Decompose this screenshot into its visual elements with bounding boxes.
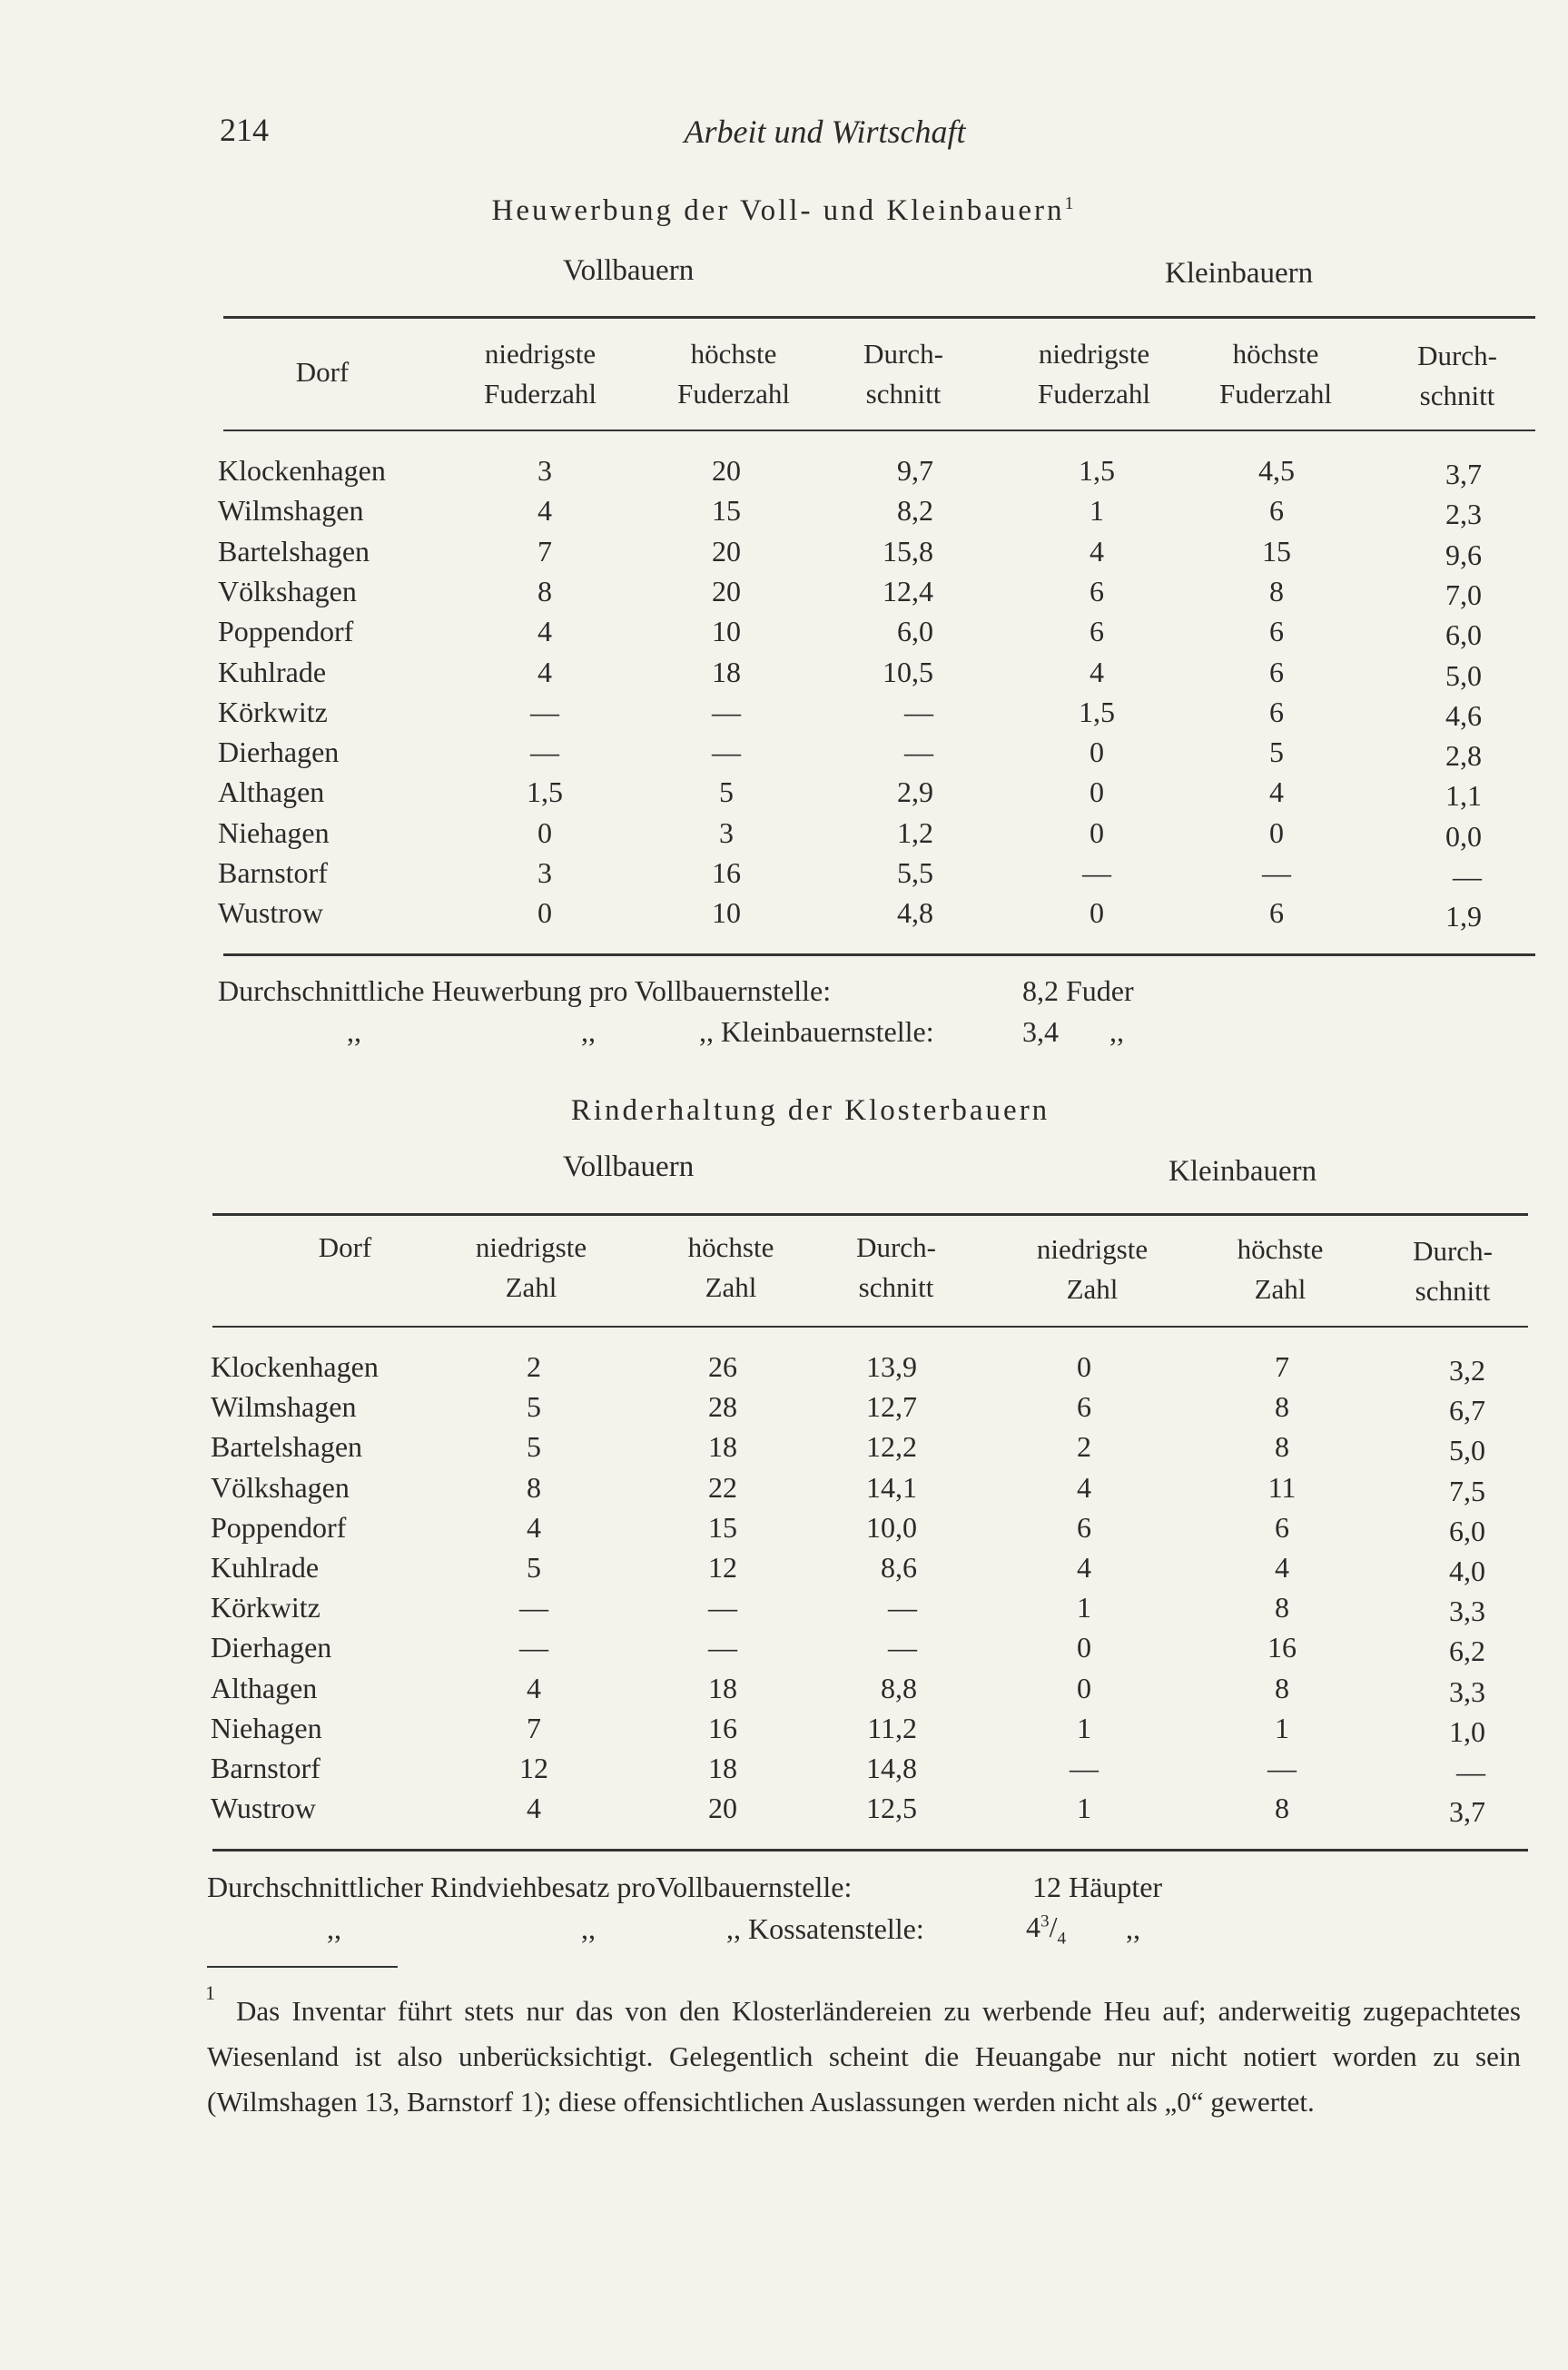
- cell-vmax: 5: [719, 775, 734, 809]
- cell-kmin: 6: [1090, 574, 1104, 607]
- cell-vmin: —: [519, 1631, 548, 1664]
- table1-header-v-avg: Durch- schnitt: [863, 338, 943, 410]
- cell-vmax: —: [712, 695, 741, 728]
- cell-vmax: 10: [712, 615, 741, 648]
- cell-vavg: 14,8: [866, 1752, 917, 1784]
- table1-header-v-min: niedrigste Fuderzahl: [484, 338, 597, 410]
- cell-kmin: 6: [1077, 1510, 1091, 1544]
- cell-kmax: 6: [1275, 1510, 1289, 1544]
- cell-kmax: 8: [1275, 1671, 1289, 1704]
- cell-vmin: 0: [537, 815, 552, 849]
- cell-vavg: 8,6: [881, 1551, 917, 1584]
- cell-vmax: 18: [708, 1752, 737, 1784]
- cell-vmax: 20: [712, 454, 741, 487]
- cell-dorf: Barnstorf: [218, 856, 328, 889]
- table1-summary2-label: ,, Kleinbauernstelle:: [699, 1015, 934, 1048]
- cell-vmax: 12: [708, 1551, 737, 1584]
- table2-bottom-rule: [212, 1849, 1528, 1852]
- cell-kmax: 8: [1275, 1390, 1289, 1424]
- cell-kmax: —: [1267, 1752, 1297, 1784]
- cell-vmax: —: [708, 1591, 737, 1624]
- table1-bottom-rule: [223, 953, 1535, 956]
- cell-dorf: Althagen: [211, 1671, 318, 1704]
- cell-kavg: 6,2: [1449, 1634, 1485, 1668]
- cell-kmax: 4: [1269, 775, 1284, 809]
- table1-header-v-max: höchste Fuderzahl: [677, 338, 790, 410]
- cell-kmin: 1: [1077, 1792, 1091, 1825]
- cell-vmax: —: [712, 736, 741, 769]
- cell-kmax: 4,5: [1258, 454, 1295, 487]
- table1-title-text: Heuwerbung der Voll- und Kleinbauern: [491, 194, 1065, 227]
- cell-vavg: —: [888, 1631, 917, 1664]
- cell-kmax: 8: [1275, 1591, 1289, 1624]
- table2-group-kleinbauern: Kleinbauern: [1169, 1155, 1317, 1188]
- cell-vmax: 20: [708, 1792, 737, 1825]
- cell-vmin: 7: [537, 534, 552, 568]
- table1-header-rule: [223, 430, 1535, 431]
- cell-dorf: Barnstorf: [211, 1752, 321, 1784]
- table2-header-k-max: höchste Zahl: [1237, 1233, 1324, 1305]
- cell-vmin: 3: [537, 856, 552, 889]
- cell-vavg: 11,2: [867, 1711, 917, 1744]
- table1-header-k-avg: Durch- schnitt: [1417, 340, 1497, 411]
- cell-vavg: 10,0: [866, 1510, 917, 1544]
- footnote-marker: 1: [205, 1981, 215, 2004]
- cell-kavg: —: [1453, 860, 1482, 893]
- table2-summary1-label: Durchschnittlicher Rindviehbesatz proVollbauernstelle:: [207, 1871, 853, 1903]
- cell-dorf: Niehagen: [211, 1711, 322, 1744]
- cell-kmin: 0: [1090, 736, 1104, 769]
- cell-vavg: —: [904, 736, 933, 769]
- cell-vavg: 14,1: [866, 1470, 917, 1504]
- cell-dorf: Körkwitz: [218, 695, 328, 728]
- cell-vmax: 10: [712, 896, 741, 930]
- cell-dorf: Wilmshagen: [211, 1390, 357, 1424]
- cell-kmax: 8: [1275, 1792, 1289, 1825]
- table1-top-rule: [223, 316, 1535, 319]
- cell-dorf: Körkwitz: [211, 1591, 321, 1624]
- table2-summary1-value: 12 Häupter: [1032, 1871, 1163, 1903]
- cell-kmax: 6: [1269, 655, 1284, 688]
- cell-kmax: 6: [1269, 896, 1284, 930]
- cell-vavg: 12,5: [866, 1792, 917, 1825]
- cell-kmin: 0: [1090, 896, 1104, 930]
- cell-kavg: —: [1456, 1755, 1485, 1788]
- cell-kavg: 5,0: [1445, 658, 1482, 692]
- cell-vavg: 12,4: [883, 574, 933, 607]
- cell-vmin: 7: [527, 1711, 541, 1744]
- table2-header-v-max: höchste Zahl: [687, 1231, 774, 1303]
- cell-dorf: Dierhagen: [211, 1631, 332, 1664]
- cell-vmin: 8: [527, 1470, 541, 1504]
- cell-vmax: 16: [712, 856, 741, 889]
- cell-dorf: Völkshagen: [218, 574, 357, 607]
- cell-kavg: 3,7: [1449, 1795, 1485, 1829]
- cell-vmin: —: [530, 736, 559, 769]
- cell-vmin: 5: [527, 1390, 541, 1424]
- cell-kmax: 4: [1275, 1551, 1289, 1584]
- cell-kmin: 4: [1090, 655, 1104, 688]
- table2-header-k-min: niedrigste Zahl: [1036, 1233, 1149, 1305]
- cell-vavg: 6,0: [897, 615, 933, 648]
- cell-kmax: 6: [1269, 615, 1284, 648]
- cell-vmin: 2: [527, 1350, 541, 1383]
- cell-kavg: 4,0: [1449, 1555, 1485, 1587]
- cell-kavg: 1,9: [1445, 900, 1482, 933]
- cell-kavg: 3,7: [1445, 458, 1482, 490]
- cell-dorf: Wustrow: [211, 1792, 317, 1825]
- cell-kmax: 7: [1275, 1350, 1289, 1383]
- cell-kmin: 4: [1077, 1470, 1091, 1504]
- cell-kmax: —: [1262, 856, 1291, 889]
- cell-dorf: Althagen: [218, 775, 325, 809]
- cell-kmin: 1,5: [1079, 695, 1115, 728]
- cell-vmin: 4: [527, 1510, 541, 1544]
- cell-kmax: 16: [1267, 1631, 1297, 1664]
- table1-summary2-ditto1: ,,: [347, 1015, 361, 1048]
- page-number: 214: [220, 112, 269, 148]
- cell-vmin: 0: [537, 896, 552, 930]
- table2-summary2-ditto2: ,,: [581, 1912, 596, 1945]
- cell-kmax: 1: [1275, 1711, 1289, 1744]
- cell-kmin: —: [1082, 856, 1111, 889]
- table1-summary1-value: 8,2 Fuder: [1022, 974, 1134, 1007]
- cell-vavg: —: [888, 1591, 917, 1624]
- cell-dorf: Klockenhagen: [211, 1350, 379, 1383]
- cell-kmin: 0: [1077, 1350, 1091, 1383]
- cell-kmax: 8: [1275, 1430, 1289, 1464]
- cell-kavg: 7,0: [1445, 578, 1482, 611]
- cell-kavg: 3,3: [1449, 1674, 1485, 1708]
- cell-kmin: 6: [1077, 1390, 1091, 1424]
- cell-vmin: 1,5: [527, 775, 563, 809]
- cell-vmin: 5: [527, 1430, 541, 1464]
- cell-dorf: Poppendorf: [218, 615, 354, 648]
- table2-group-vollbauern: Vollbauern: [563, 1150, 695, 1183]
- cell-vmax: 18: [712, 655, 741, 688]
- table2-header-v-min: niedrigste Zahl: [475, 1231, 587, 1303]
- table1-summary2-ditto2: ,,: [581, 1015, 596, 1048]
- cell-vmax: 18: [708, 1671, 737, 1704]
- cell-dorf: Wustrow: [218, 896, 324, 930]
- cell-vavg: 5,5: [897, 856, 933, 889]
- cell-vmax: 20: [712, 574, 741, 607]
- cell-vmin: 3: [537, 454, 552, 487]
- cell-kmax: 5: [1269, 736, 1284, 769]
- cell-vmin: 4: [527, 1792, 541, 1825]
- cell-kmin: 1: [1077, 1711, 1091, 1744]
- cell-kmin: 6: [1090, 615, 1104, 648]
- cell-vavg: 1,2: [897, 815, 933, 849]
- cell-vmax: 15: [708, 1510, 737, 1544]
- cell-kavg: 9,6: [1445, 538, 1482, 571]
- cell-kmin: 1: [1077, 1591, 1091, 1624]
- cell-vmax: 15: [712, 494, 741, 528]
- cell-kmax: 11: [1267, 1470, 1297, 1504]
- cell-vmax: 3: [719, 815, 734, 849]
- table1-summary1-label: Durchschnittliche Heuwerbung pro Vollbauernstelle:: [218, 974, 832, 1007]
- table2-summary2-value: $4^3/_4$: [1026, 1911, 1067, 1949]
- cell-dorf: Völkshagen: [211, 1470, 350, 1504]
- cell-dorf: Kuhlrade: [218, 655, 327, 688]
- cell-dorf: Wilmshagen: [218, 494, 364, 528]
- cell-kmin: 0: [1077, 1671, 1091, 1704]
- running-head: Arbeit und Wirtschaft: [684, 114, 966, 150]
- cell-dorf: Dierhagen: [218, 736, 340, 769]
- cell-kmin: 1,5: [1079, 454, 1115, 487]
- cell-dorf: Kuhlrade: [211, 1551, 320, 1584]
- cell-vmin: 8: [537, 574, 552, 607]
- table2-summary2-label: ,, Kossatenstelle:: [726, 1912, 924, 1945]
- cell-vmax: 28: [708, 1390, 737, 1424]
- cell-dorf: Bartelshagen: [218, 534, 370, 568]
- cell-kavg: 6,7: [1449, 1394, 1485, 1427]
- cell-kmin: 0: [1077, 1631, 1091, 1664]
- cell-dorf: Klockenhagen: [218, 454, 386, 487]
- cell-dorf: Niehagen: [218, 815, 330, 849]
- table1-group-kleinbauern: Kleinbauern: [1165, 257, 1314, 290]
- table1-header-k-min: niedrigste Fuderzahl: [1038, 338, 1150, 410]
- cell-kavg: 0,0: [1445, 819, 1482, 853]
- cell-kmin: 4: [1077, 1551, 1091, 1584]
- cell-vavg: 15,8: [883, 534, 933, 568]
- footnote-rule: [207, 1966, 398, 1968]
- footnote-text: Das Inventar führt stets nur das von den Klosterländereien zu werbende Heu auf; anderweitig zugepachtetes Wiesenland ist also unberücksichtigt. Gelegentlich scheint die Heuangabe nur nicht notiert worden zu sein (Wilmshagen 13, Barnstorf 1); diese offensichtlichen Auslassungen werden nicht als „0“ gewertet.: [207, 1995, 1521, 2118]
- cell-vavg: 4,8: [897, 896, 933, 930]
- cell-kavg: 3,2: [1449, 1354, 1485, 1387]
- cell-vmin: —: [530, 695, 559, 728]
- cell-dorf: Poppendorf: [211, 1510, 347, 1544]
- cell-vmin: 4: [527, 1671, 541, 1704]
- cell-kmin: 2: [1077, 1430, 1091, 1464]
- cell-vmin: —: [519, 1591, 548, 1624]
- cell-kavg: 7,5: [1449, 1474, 1485, 1507]
- cell-vavg: 10,5: [883, 655, 933, 688]
- cell-vmin: 12: [519, 1752, 548, 1784]
- cell-kmax: 6: [1269, 695, 1284, 728]
- cell-vmax: —: [708, 1631, 737, 1664]
- table2-title: Rinderhaltung der Klosterbauern: [570, 1094, 1050, 1127]
- cell-kmax: 15: [1262, 534, 1291, 568]
- cell-vavg: —: [904, 695, 933, 728]
- table2-top-rule: [212, 1213, 1528, 1216]
- cell-vmin: 4: [537, 494, 552, 528]
- cell-vavg: 13,9: [866, 1350, 917, 1383]
- cell-vmax: 18: [708, 1430, 737, 1464]
- cell-kmin: 1: [1090, 494, 1104, 528]
- table2-header-v-avg: Durch- schnitt: [856, 1231, 936, 1303]
- table1-header-k-max: höchste Fuderzahl: [1219, 338, 1332, 410]
- cell-vmin: 4: [537, 655, 552, 688]
- cell-vavg: 12,7: [866, 1390, 917, 1424]
- cell-kmin: 4: [1090, 534, 1104, 568]
- cell-kavg: 1,0: [1449, 1714, 1485, 1748]
- cell-vmax: 22: [708, 1470, 737, 1504]
- cell-vavg: 8,2: [897, 494, 933, 528]
- cell-vmax: 20: [712, 534, 741, 568]
- table1-summary2-ditto3: ,,: [1109, 1015, 1124, 1048]
- cell-vmin: 5: [527, 1551, 541, 1584]
- table1-title: [0, 193, 1568, 228]
- cell-vmax: 16: [708, 1711, 737, 1744]
- cell-kmax: 8: [1269, 574, 1284, 607]
- cell-vmax: 26: [708, 1350, 737, 1383]
- cell-kavg: 2,8: [1445, 739, 1482, 773]
- cell-kavg: 2,3: [1445, 498, 1482, 531]
- cell-vavg: 8,8: [881, 1671, 917, 1704]
- cell-dorf: Bartelshagen: [211, 1430, 363, 1464]
- cell-kmin: 0: [1090, 775, 1104, 809]
- table1-header-dorf: Dorf: [295, 356, 350, 388]
- table2-header-dorf: Dorf: [318, 1231, 372, 1263]
- cell-kmax: 0: [1269, 815, 1284, 849]
- table2-header-rule: [212, 1326, 1528, 1328]
- cell-kavg: 6,0: [1445, 618, 1482, 652]
- cell-kavg: 5,0: [1449, 1434, 1485, 1467]
- cell-kavg: 3,3: [1449, 1595, 1485, 1628]
- cell-vavg: 2,9: [897, 775, 933, 809]
- cell-kmax: 6: [1269, 494, 1284, 528]
- cell-vavg: 12,2: [866, 1430, 917, 1464]
- cell-vmin: 4: [537, 615, 552, 648]
- cell-kavg: 1,1: [1445, 779, 1482, 813]
- cell-kmin: —: [1070, 1752, 1099, 1784]
- cell-kavg: 6,0: [1449, 1514, 1485, 1547]
- table2-header-k-avg: Durch- schnitt: [1413, 1235, 1493, 1307]
- table2-summary2-ditto1: ,,: [327, 1912, 341, 1945]
- cell-kmin: 0: [1090, 815, 1104, 849]
- cell-kavg: 4,6: [1445, 698, 1482, 732]
- cell-vavg: 9,7: [897, 454, 933, 487]
- table1-summary2-value: 3,4: [1022, 1015, 1059, 1048]
- table1-group-vollbauern: Vollbauern: [563, 254, 695, 287]
- footnote-ref: 1: [1064, 193, 1077, 213]
- table2-summary2-ditto3: ,,: [1126, 1912, 1140, 1945]
